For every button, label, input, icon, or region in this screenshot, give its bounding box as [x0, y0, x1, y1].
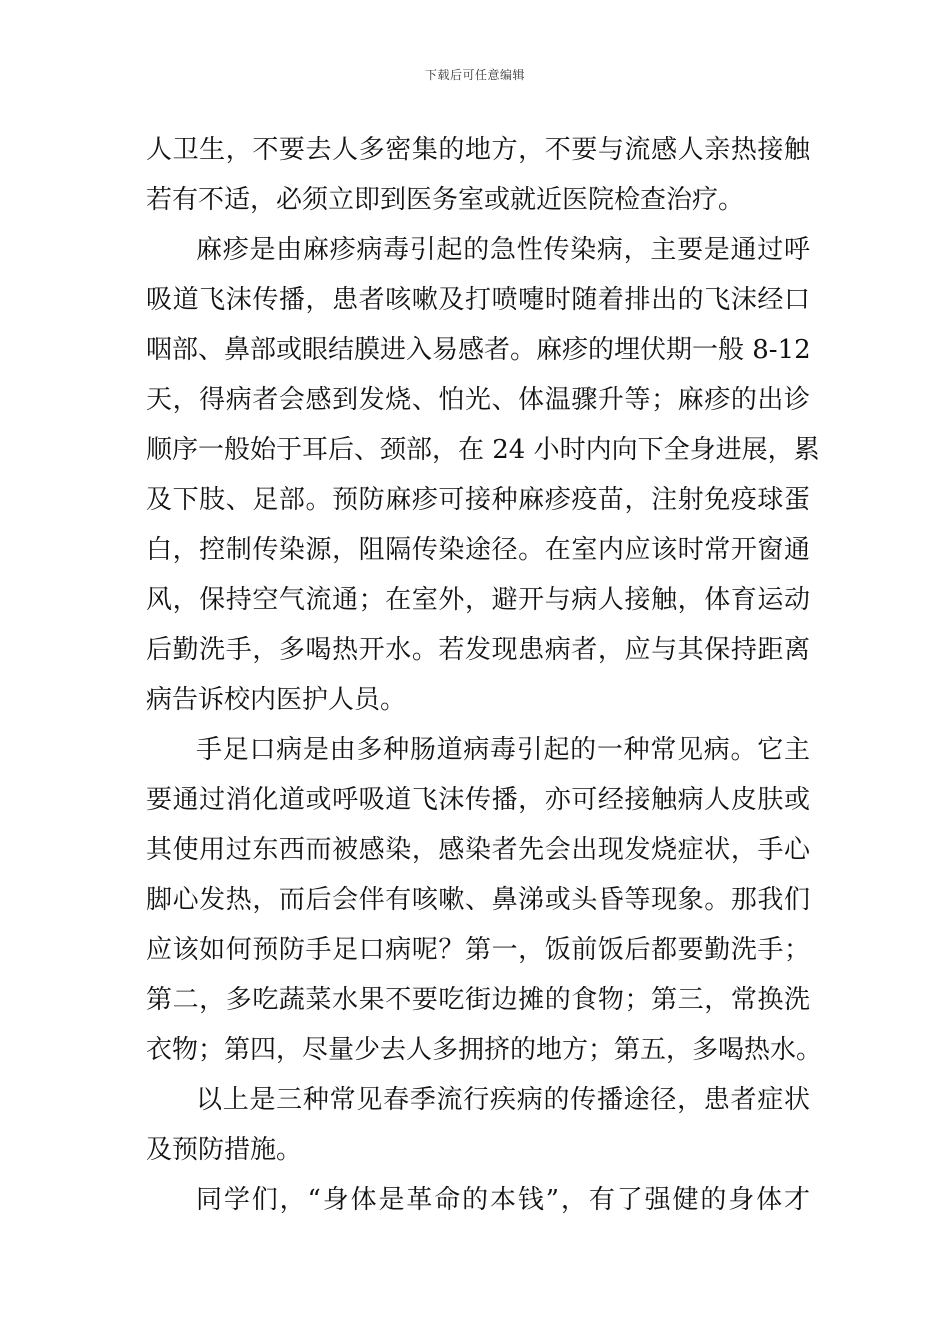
- text-line: 后勤洗手，多喝热开水。若发现患病者，应与其保持距离: [146, 635, 810, 665]
- text-line: 咽部、鼻部或眼结膜进入易感者。麻疹的埋伏期一般 8-12: [146, 335, 811, 365]
- text-line: 及下肢、足部。预防麻疹可接种麻疹疫苗，注射免疫球蛋: [146, 485, 810, 515]
- text-line: 手足口病是由多种肠道病毒引起的一种常见病。它主: [196, 735, 810, 765]
- text-line: 病告诉校内医护人员。: [146, 685, 407, 715]
- text-line: 顺序一般始于耳后、颈部，在 24 小时内向下全身进展，累: [146, 435, 820, 465]
- text-line: 若有不适，必须立即到医务室或就近医院检查治疗。: [146, 185, 745, 215]
- text-line: 及预防措施。: [146, 1135, 303, 1165]
- text-line: 人卫生，不要去人多密集的地方，不要与流感人亲热接触: [146, 135, 810, 165]
- text-line: 脚心发热，而后会伴有咳嗽、鼻涕或头昏等现象。那我们: [146, 885, 810, 915]
- text-line: 麻疹是由麻疹病毒引起的急性传染病，主要是通过呼: [196, 235, 810, 265]
- text-line: 风，保持空气流通；在室外，避开与病人接触，体育运动: [146, 585, 810, 615]
- text-line: 应该如何预防手足口病呢？第一，饭前饭后都要勤洗手；: [146, 935, 810, 965]
- text-line: 要通过消化道或呼吸道飞沫传播，亦可经接触病人皮肤或: [146, 785, 810, 815]
- text-line: 衣物；第四，尽量少去人多拥挤的地方；第五，多喝热水。: [146, 1035, 823, 1065]
- text-line: 白，控制传染源，阻隔传染途径。在室内应该时常开窗通: [146, 535, 810, 565]
- text-line: 以上是三种常见春季流行疾病的传播途径，患者症状: [196, 1085, 810, 1115]
- text-line: 吸道飞沫传播，患者咳嗽及打喷嚏时随着排出的飞沫经口: [146, 285, 810, 315]
- header-note: 下载后可任意编辑: [424, 68, 525, 82]
- text-line: 其使用过东西而被感染，感染者先会出现发烧症状，手心: [146, 835, 810, 865]
- text-line: 天，得病者会感到发烧、怕光、体温骤升等；麻疹的出诊: [146, 385, 810, 415]
- text-line: 第二，多吃蔬菜水果不要吃街边摊的食物；第三，常换洗: [146, 985, 810, 1015]
- text-line: 同学们，“身体是革命的本钱”，有了强健的身体才: [196, 1185, 810, 1215]
